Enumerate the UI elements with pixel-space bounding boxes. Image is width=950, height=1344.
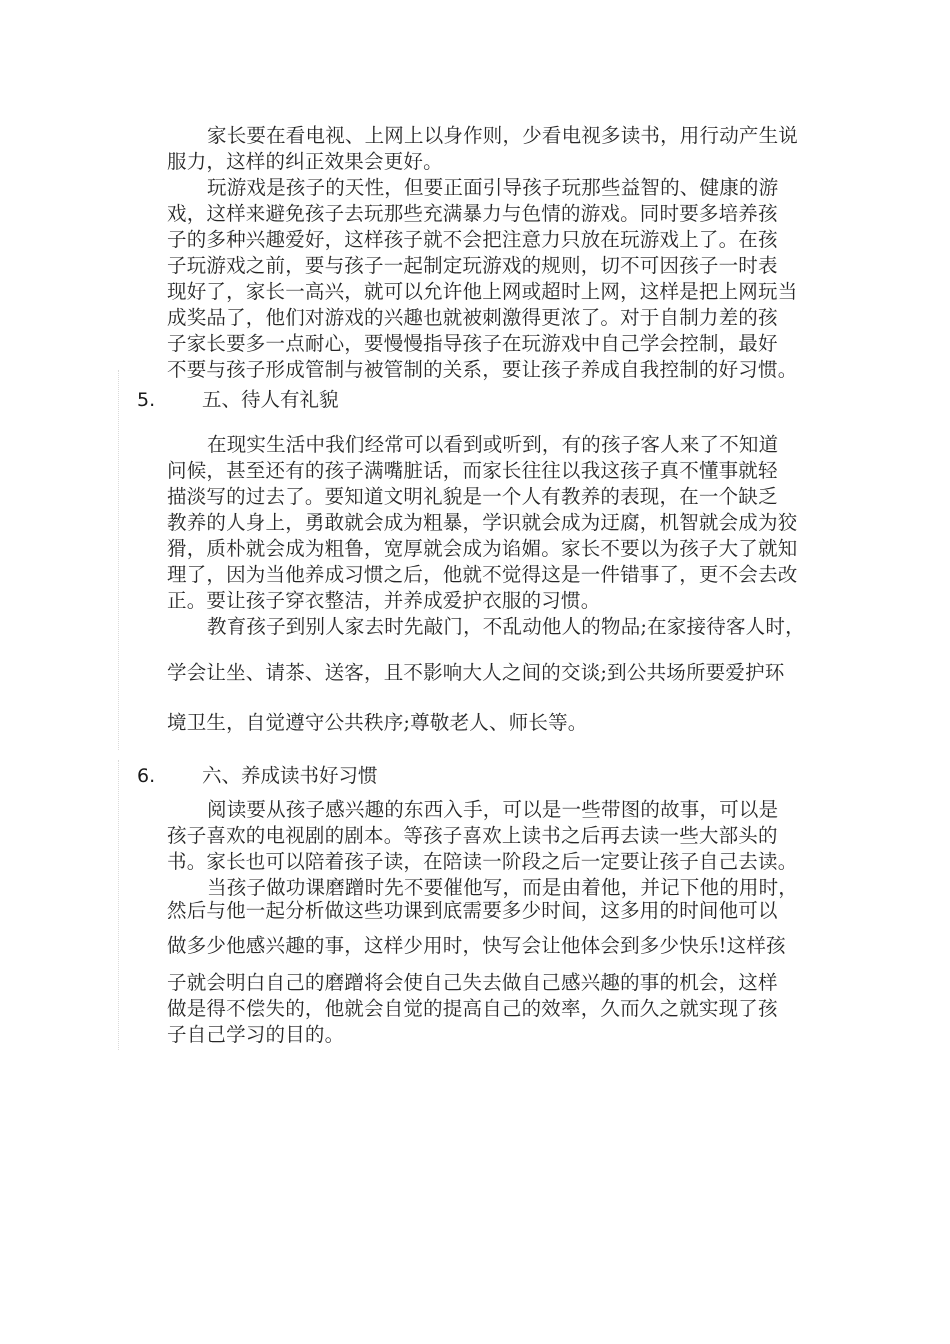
- text-line: 子的多种兴趣爱好，这样孩子就不会把注意力只放在玩游戏上了。在孩: [167, 228, 778, 251]
- text-line: 理了，因为当他养成习惯之后，他就不觉得这是一件错事了，更不会去改: [167, 563, 798, 586]
- text-line: 猾，质朴就会成为粗鲁，宽厚就会成为谄媚。家长不要以为孩子大了就知: [167, 537, 798, 560]
- text-line: 子就会明白自己的磨蹭将会使自己失去做自己感兴趣的事的机会，这样: [167, 971, 778, 994]
- text-line: 做多少他感兴趣的事，这样少用时，快写会让他体会到多少快乐!这样孩: [167, 934, 786, 957]
- text-line: 教养的人身上，勇敢就会成为粗暴，学识就会成为迂腐，机智就会成为狡: [167, 511, 798, 534]
- text-line: 子家长要多一点耐心，要慢慢指导孩子在玩游戏中自己学会控制，最好: [167, 332, 778, 355]
- text-line: 书。家长也可以陪着孩子读，在陪读一阶段之后一定要让孩子自己去读。: [167, 850, 798, 873]
- margin-marker: [118, 370, 119, 750]
- text-line: 问候，甚至还有的孩子满嘴脏话，而家长往往以我这孩子真不懂事就轻: [167, 459, 778, 482]
- text-line: 正。要让孩子穿衣整洁，并养成爱护衣服的习惯。: [167, 589, 601, 612]
- text-line: 然后与他一起分析做这些功课到底需要多少时间，这多用的时间他可以: [167, 899, 778, 922]
- section-title: 五、待人有礼貌: [202, 388, 339, 411]
- text-line: 阅读要从孩子感兴趣的东西入手，可以是一些带图的故事，可以是: [207, 798, 779, 821]
- text-line: 玩游戏是孩子的天性，但要正面引导孩子玩那些益智的、健康的游: [207, 176, 779, 199]
- text-line: 境卫生，自觉遵守公共秩序;尊敬老人、师长等。: [167, 711, 588, 734]
- text-line: 描淡写的过去了。要知道文明礼貌是一个人有教养的表现，在一个缺乏: [167, 485, 778, 508]
- text-line: 子玩游戏之前，要与孩子一起制定玩游戏的规则，切不可因孩子一时表: [167, 254, 778, 277]
- text-line: 教育孩子到别人家去时先敲门，不乱动他人的物品;在家接待客人时，: [207, 615, 805, 638]
- text-line: 戏，这样来避免孩子去玩那些充满暴力与色情的游戏。同时要多培养孩: [167, 202, 778, 225]
- text-line: 学会让坐、请茶、送客，且不影响大人之间的交谈;到公共场所要爱护环: [167, 661, 785, 684]
- section-title: 六、养成读书好习惯: [202, 764, 378, 787]
- section-number: 5.: [137, 389, 156, 411]
- text-line: 现好了，家长一高兴，就可以允许他上网或超时上网，这样是把上网玩当: [167, 280, 798, 303]
- text-line: 成奖品了，他们对游戏的兴趣也就被刺激得更浓了。对于自制力差的孩: [167, 306, 778, 329]
- text-line: 不要与孩子形成管制与被管制的关系，要让孩子养成自我控制的好习惯。: [167, 358, 798, 381]
- text-line: 服力，这样的纠正效果会更好。: [167, 150, 443, 173]
- text-line: 做是得不偿失的，他就会自觉的提高自己的效率，久而久之就实现了孩: [167, 997, 778, 1020]
- text-line: 家长要在看电视、上网上以身作则，少看电视多读书，用行动产生说: [207, 124, 799, 147]
- section-number: 6.: [137, 765, 156, 787]
- text-line: 孩子喜欢的电视剧的剧本。等孩子喜欢上读书之后再去读一些大部头的: [167, 824, 778, 847]
- text-line: 子自己学习的目的。: [167, 1023, 345, 1046]
- text-line: 在现实生活中我们经常可以看到或听到，有的孩子客人来了不知道: [207, 433, 779, 456]
- text-line: 当孩子做功课磨蹭时先不要催他写，而是由着他，并记下他的用时，: [207, 876, 799, 899]
- margin-marker: [118, 760, 119, 1050]
